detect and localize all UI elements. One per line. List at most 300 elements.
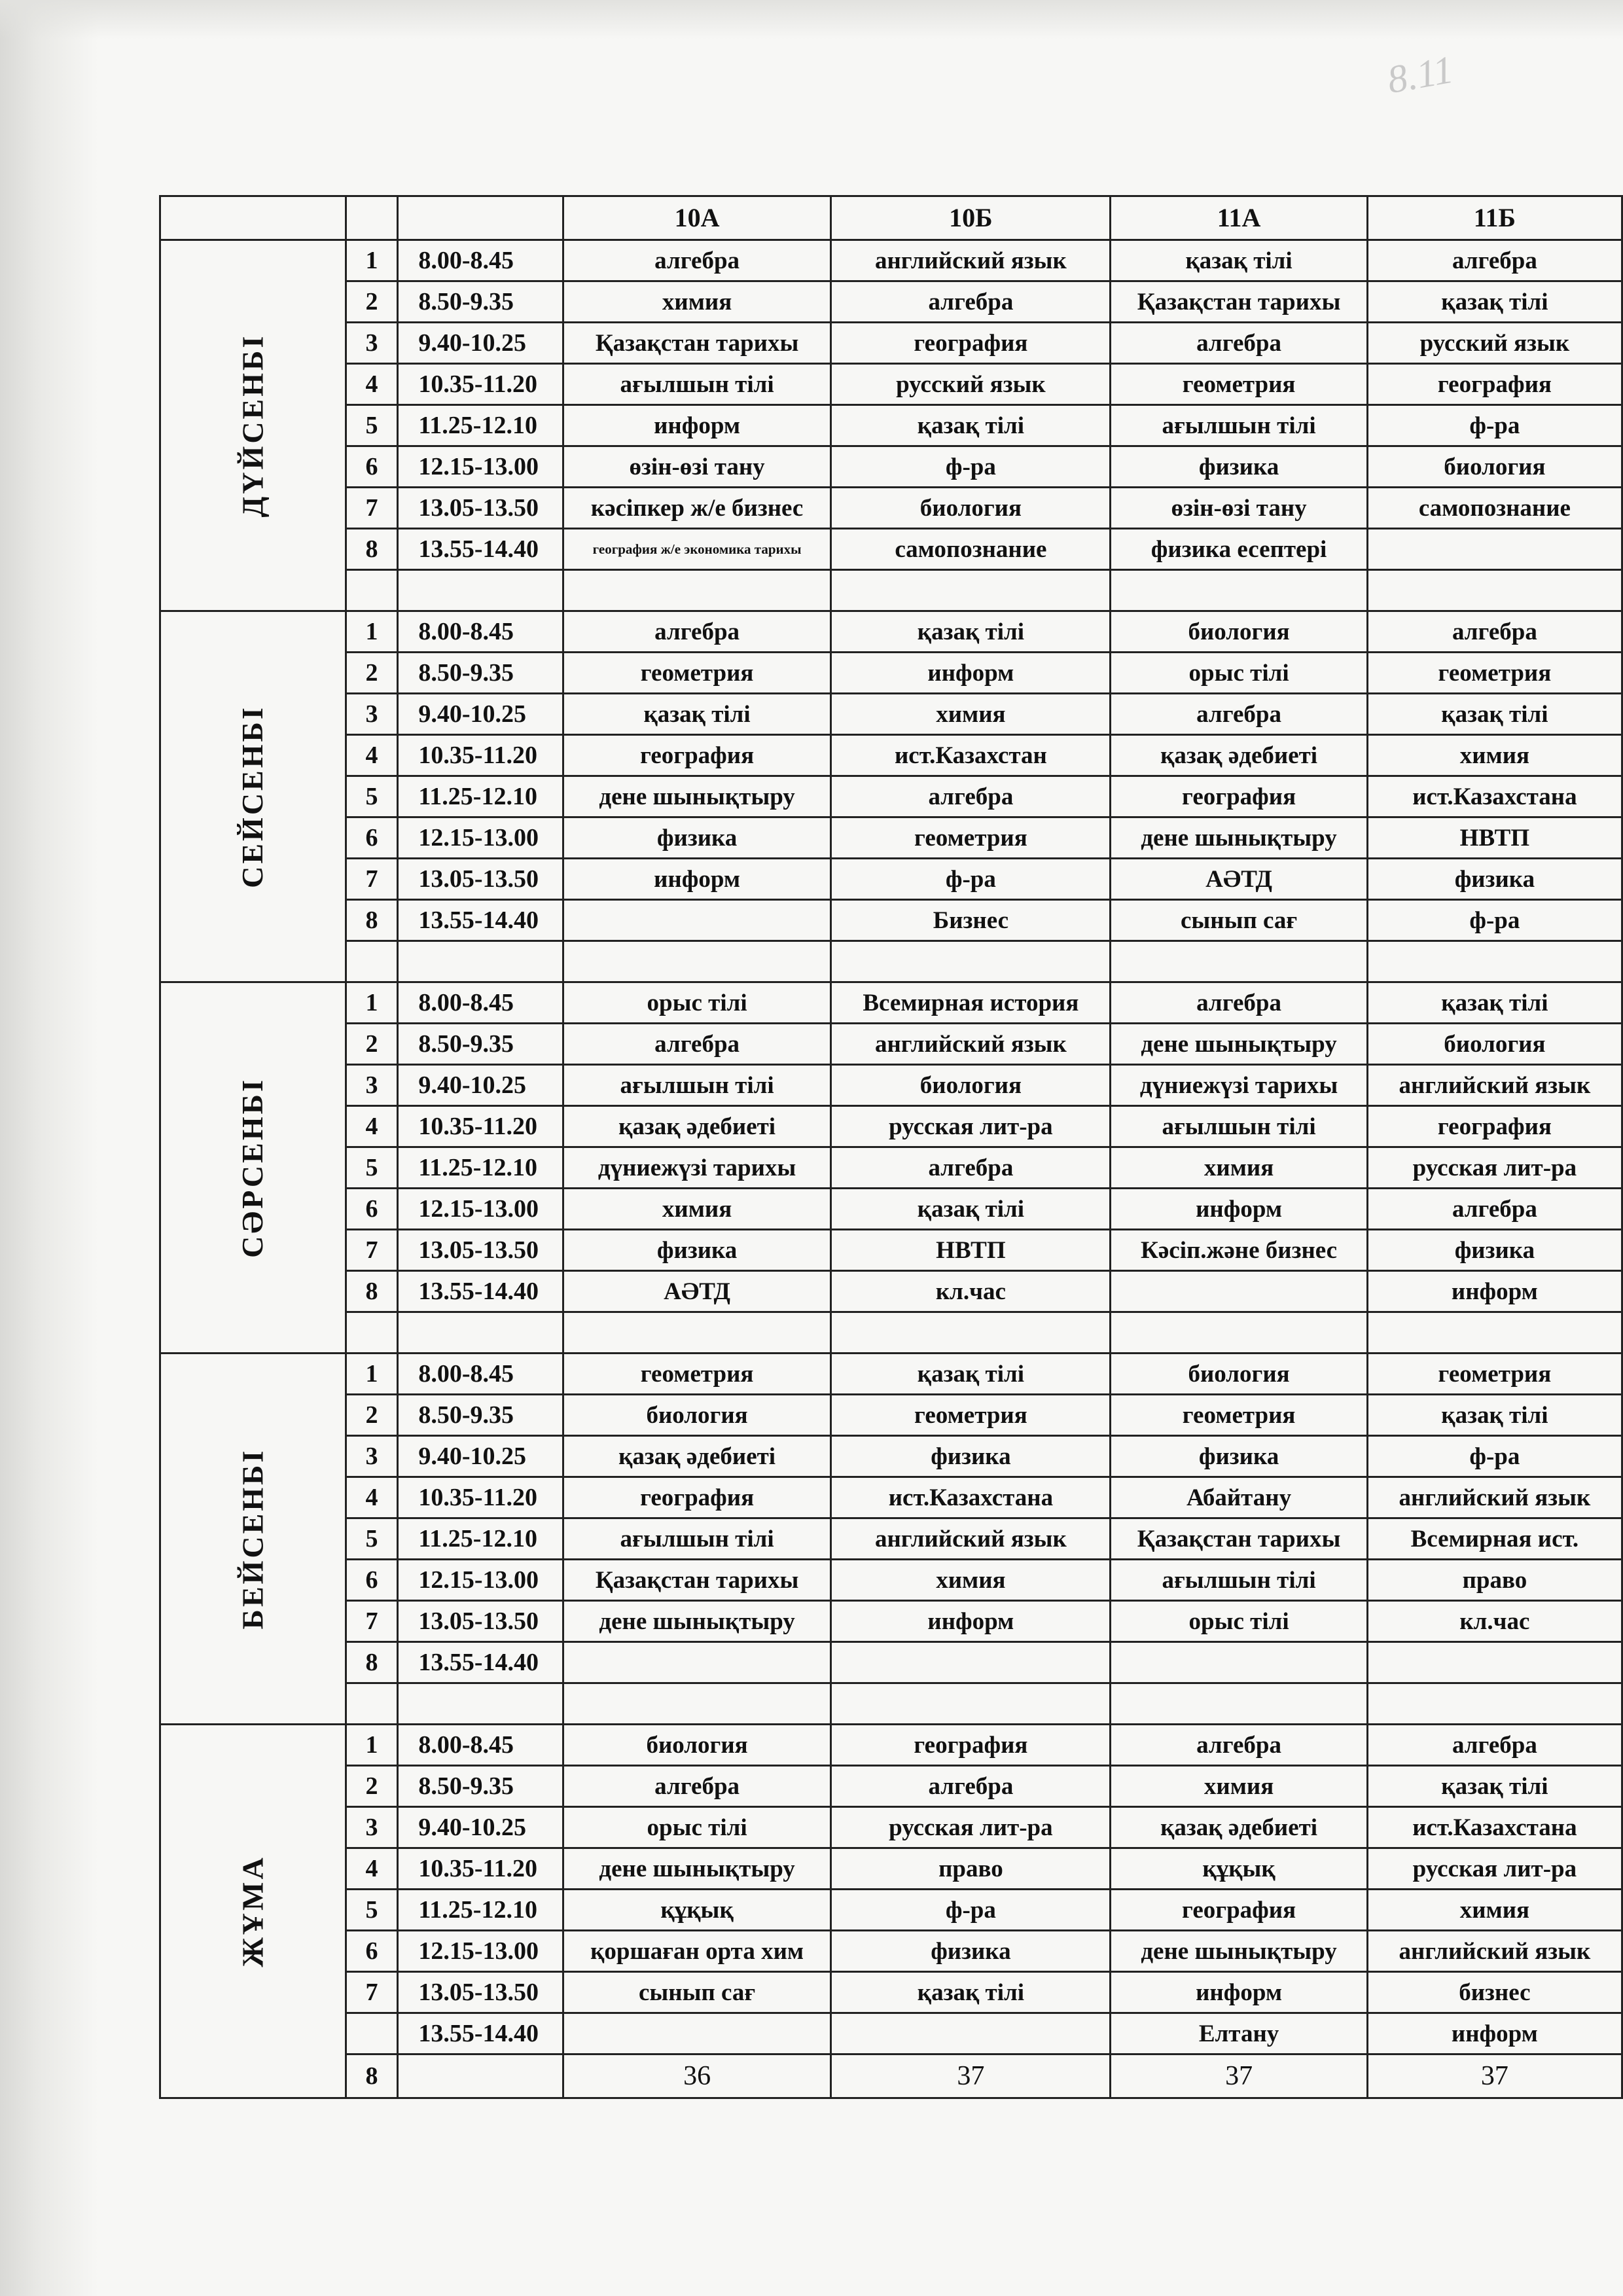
subject-cell: география: [563, 735, 831, 776]
subject-cell: русский язык: [831, 364, 1111, 405]
subject-cell: ағылшын тілі: [1111, 405, 1367, 446]
subject-cell: химия: [1367, 1890, 1622, 1931]
lesson-number: 1: [346, 240, 398, 281]
lesson-time: 13.05-13.50: [398, 1601, 563, 1642]
lesson-number: 8: [346, 1642, 398, 1683]
subject-cell: информ: [563, 405, 831, 446]
lesson-number: 7: [346, 1230, 398, 1271]
subject-cell: ағылшын тілі: [563, 1065, 831, 1106]
subject-cell: орыс тілі: [563, 1807, 831, 1848]
subject-cell: география: [831, 1725, 1111, 1766]
lesson-number: 7: [346, 1601, 398, 1642]
subject-cell: Кәсіп.және бизнес: [1111, 1230, 1367, 1271]
scan-shadow-top: [0, 0, 1623, 39]
separator-cell: [1367, 570, 1622, 611]
subject-cell: право: [831, 1848, 1111, 1890]
lesson-row: [160, 1518, 1622, 1560]
subject-cell: самопознание: [831, 529, 1111, 570]
lesson-row: [160, 1807, 1622, 1848]
lesson-time: 10.35-11.20: [398, 364, 563, 405]
lesson-time: 9.40-10.25: [398, 1065, 563, 1106]
lesson-row: [160, 982, 1622, 1024]
subject-cell: ист.Казахстан: [831, 735, 1111, 776]
subject-cell: ф-ра: [831, 1890, 1111, 1931]
subject-cell: русская лит-ра: [831, 1106, 1111, 1147]
subject-cell: английский язык: [831, 1518, 1111, 1560]
lesson-time: 13.55-14.40: [398, 1271, 563, 1312]
subject-cell: география: [563, 1477, 831, 1518]
lesson-row: [160, 488, 1622, 529]
subject-cell: геометрия: [1111, 364, 1367, 405]
subject-cell: [831, 1642, 1111, 1683]
lesson-row: [160, 1642, 1622, 1683]
lesson-number: [346, 2013, 398, 2054]
subject-cell: қазақ әдебиеті: [563, 1436, 831, 1477]
lesson-number: 6: [346, 446, 398, 488]
subject-cell: физика: [563, 1230, 831, 1271]
class-header: 11А: [1111, 196, 1367, 240]
lesson-number: 4: [346, 1848, 398, 1890]
subject-cell: кәсіпкер ж/е бизнес: [563, 488, 831, 529]
lesson-number: 1: [346, 611, 398, 653]
lesson-time: 8.00-8.45: [398, 982, 563, 1024]
separator-cell: [346, 1683, 398, 1725]
day-name-cell: [160, 240, 346, 611]
weekly-total: 36: [563, 2054, 831, 2098]
subject-cell: Всемирная ист.: [1367, 1518, 1622, 1560]
subject-cell: Бизнес: [831, 900, 1111, 941]
day-separator-row: [160, 1683, 1622, 1725]
lesson-row: [160, 611, 1622, 653]
subject-cell: биология: [1111, 1354, 1367, 1395]
lesson-number: 4: [346, 1477, 398, 1518]
subject-cell: қазақ тілі: [1367, 1766, 1622, 1807]
subject-cell: ист.Казахстана: [1367, 1807, 1622, 1848]
lesson-time: 8.50-9.35: [398, 653, 563, 694]
lesson-row: [160, 817, 1622, 859]
header-row: [160, 196, 1622, 240]
subject-cell: орыс тілі: [563, 982, 831, 1024]
subject-cell: информ: [831, 1601, 1111, 1642]
lesson-row: [160, 1601, 1622, 1642]
lesson-row: [160, 1354, 1622, 1395]
subject-cell: қазақ тілі: [1367, 694, 1622, 735]
lesson-number: 6: [346, 817, 398, 859]
subject-cell: информ: [1111, 1189, 1367, 1230]
subject-cell: Всемирная история: [831, 982, 1111, 1024]
lesson-number: 3: [346, 1807, 398, 1848]
subject-cell: [1111, 1271, 1367, 1312]
lesson-row: [160, 1436, 1622, 1477]
lesson-number: 6: [346, 1560, 398, 1601]
subject-cell: НВТП: [831, 1230, 1111, 1271]
subject-cell: английский язык: [831, 240, 1111, 281]
subject-cell: қазақ тілі: [831, 1354, 1111, 1395]
lesson-time: 12.15-13.00: [398, 1189, 563, 1230]
separator-cell: [346, 941, 398, 982]
lesson-row: [160, 1848, 1622, 1890]
lesson-row: [160, 2013, 1622, 2054]
subject-cell: алгебра: [563, 611, 831, 653]
subject-cell: русский язык: [1367, 323, 1622, 364]
subject-cell: химия: [831, 694, 1111, 735]
subject-cell: геометрия: [1367, 1354, 1622, 1395]
subject-cell: қазақ тілі: [1367, 281, 1622, 323]
subject-cell: химия: [1111, 1147, 1367, 1189]
lesson-number: 5: [346, 1890, 398, 1931]
subject-cell: ағылшын тілі: [1111, 1560, 1367, 1601]
lesson-time: 8.50-9.35: [398, 1024, 563, 1065]
subject-cell: физика: [831, 1436, 1111, 1477]
lesson-row: [160, 1972, 1622, 2013]
lesson-time: 12.15-13.00: [398, 817, 563, 859]
subject-cell: химия: [1111, 1766, 1367, 1807]
lesson-time: 9.40-10.25: [398, 323, 563, 364]
class-header: 11Б: [1367, 196, 1622, 240]
subject-cell: геометрия: [1367, 653, 1622, 694]
subject-cell: құқық: [563, 1890, 831, 1931]
lesson-row: [160, 446, 1622, 488]
lesson-time: 10.35-11.20: [398, 1106, 563, 1147]
day-name-cell: [160, 982, 346, 1354]
scan-shadow-left: [0, 0, 98, 2296]
corner-handwritten-mark: 8.11: [1383, 47, 1457, 102]
lesson-time: 8.00-8.45: [398, 240, 563, 281]
lesson-time: 13.55-14.40: [398, 2013, 563, 2054]
subject-cell: физика: [1111, 1436, 1367, 1477]
weekly-total: 37: [1111, 2054, 1367, 2098]
lesson-row: [160, 1560, 1622, 1601]
subject-cell: ағылшын тілі: [1111, 1106, 1367, 1147]
lesson-number: 2: [346, 281, 398, 323]
subject-cell: география: [1367, 364, 1622, 405]
subject-cell: қазақ әдебиеті: [563, 1106, 831, 1147]
subject-cell: алгебра: [831, 1766, 1111, 1807]
lesson-row: [160, 240, 1622, 281]
subject-cell: английский язык: [1367, 1931, 1622, 1972]
subject-cell: география: [1367, 1106, 1622, 1147]
subject-cell: ағылшын тілі: [563, 364, 831, 405]
subject-cell: геометрия: [831, 1395, 1111, 1436]
subject-cell: английский язык: [831, 1024, 1111, 1065]
subject-cell: алгебра: [1367, 240, 1622, 281]
subject-cell: ф-ра: [1367, 1436, 1622, 1477]
subject-cell: Қазақстан тарихы: [563, 323, 831, 364]
subject-cell: информ: [1367, 1271, 1622, 1312]
subject-cell: ф-ра: [831, 859, 1111, 900]
lesson-row: [160, 529, 1622, 570]
separator-cell: [563, 570, 831, 611]
lesson-number: 6: [346, 1931, 398, 1972]
subject-cell: геометрия: [563, 1354, 831, 1395]
lesson-time: 13.55-14.40: [398, 900, 563, 941]
lesson-number: 7: [346, 859, 398, 900]
subject-cell: информ: [563, 859, 831, 900]
lesson-row: [160, 281, 1622, 323]
subject-cell: сынып сағ: [563, 1972, 831, 2013]
lesson-number: 4: [346, 1106, 398, 1147]
lesson-number: 1: [346, 1354, 398, 1395]
subject-cell: [563, 2013, 831, 2054]
subject-cell: химия: [831, 1560, 1111, 1601]
lesson-number: 3: [346, 1436, 398, 1477]
lesson-time: 13.05-13.50: [398, 1972, 563, 2013]
separator-cell: [398, 1312, 563, 1354]
subject-cell: химия: [1367, 735, 1622, 776]
separator-cell: [831, 1683, 1111, 1725]
lesson-time: 13.05-13.50: [398, 488, 563, 529]
subject-cell: АӘТД: [563, 1271, 831, 1312]
subject-cell: ф-ра: [1367, 405, 1622, 446]
lesson-time: 11.25-12.10: [398, 1147, 563, 1189]
lesson-row: [160, 1271, 1622, 1312]
subject-cell: алгебра: [831, 281, 1111, 323]
timetable: [159, 195, 1623, 2099]
separator-cell: [1111, 1683, 1367, 1725]
lesson-time: 11.25-12.10: [398, 1518, 563, 1560]
lesson-row: [160, 1065, 1622, 1106]
lesson-number: 8: [346, 900, 398, 941]
lesson-row: [160, 653, 1622, 694]
subject-cell: алгебра: [831, 776, 1111, 817]
subject-cell: география: [831, 323, 1111, 364]
day-separator-row: [160, 941, 1622, 982]
day-name: БЕЙСЕНБІ: [236, 1448, 270, 1630]
subject-cell: өзін-өзі тану: [1111, 488, 1367, 529]
subject-cell: алгебра: [563, 1766, 831, 1807]
subject-cell: НВТП: [1367, 817, 1622, 859]
lesson-time: 8.50-9.35: [398, 281, 563, 323]
subject-cell: сынып сағ: [1111, 900, 1367, 941]
subject-cell: физика есептері: [1111, 529, 1367, 570]
subject-cell: қазақ тілі: [831, 1189, 1111, 1230]
subject-cell: геометрия: [831, 817, 1111, 859]
subject-cell: алгебра: [563, 1024, 831, 1065]
header-blank-day: [160, 196, 346, 240]
separator-cell: [563, 1683, 831, 1725]
subject-cell: геометрия: [1111, 1395, 1367, 1436]
separator-cell: [398, 1683, 563, 1725]
lesson-row: [160, 735, 1622, 776]
subject-cell: физика: [1111, 446, 1367, 488]
subject-cell: бизнес: [1367, 1972, 1622, 2013]
subject-cell: кл.час: [831, 1271, 1111, 1312]
lesson-time: 10.35-11.20: [398, 1477, 563, 1518]
lesson-time: 8.50-9.35: [398, 1395, 563, 1436]
subject-cell: Қазақстан тарихы: [1111, 1518, 1367, 1560]
subject-cell: география ж/е экономика тарихы: [563, 529, 831, 570]
subject-cell: физика: [1367, 1230, 1622, 1271]
subject-cell: биология: [1367, 446, 1622, 488]
lesson-number: 3: [346, 323, 398, 364]
subject-cell: орыс тілі: [1111, 653, 1367, 694]
subject-cell: алгебра: [1111, 694, 1367, 735]
separator-cell: [563, 1312, 831, 1354]
subject-cell: [1111, 1642, 1367, 1683]
subject-cell: дене шынықтыру: [1111, 1024, 1367, 1065]
subject-cell: ф-ра: [1367, 900, 1622, 941]
lesson-row: [160, 1890, 1622, 1931]
lesson-row: [160, 900, 1622, 941]
subject-cell: дене шынықтыру: [563, 1848, 831, 1890]
subject-cell: дене шынықтыру: [1111, 1931, 1367, 1972]
subject-cell: кл.час: [1367, 1601, 1622, 1642]
lesson-time: 13.05-13.50: [398, 859, 563, 900]
lesson-time: 13.55-14.40: [398, 529, 563, 570]
lesson-row: [160, 859, 1622, 900]
subject-cell: право: [1367, 1560, 1622, 1601]
lesson-row: [160, 1725, 1622, 1766]
lesson-time: 9.40-10.25: [398, 694, 563, 735]
subject-cell: өзін-өзі тану: [563, 446, 831, 488]
subject-cell: дүниежүзі тарихы: [1111, 1065, 1367, 1106]
lesson-time: 11.25-12.10: [398, 405, 563, 446]
lesson-row: [160, 776, 1622, 817]
lesson-row: [160, 1395, 1622, 1436]
subject-cell: география: [1111, 1890, 1367, 1931]
subject-cell: қазақ тілі: [1367, 982, 1622, 1024]
subject-cell: русская лит-ра: [1367, 1848, 1622, 1890]
subject-cell: ф-ра: [831, 446, 1111, 488]
day-name: СЕЙСЕНБІ: [236, 705, 270, 888]
subject-cell: дене шынықтыру: [1111, 817, 1367, 859]
lesson-row: [160, 323, 1622, 364]
day-name: ЖҰМА: [236, 1855, 270, 1967]
separator-cell: [563, 941, 831, 982]
subject-cell: самопознание: [1367, 488, 1622, 529]
separator-cell: [1111, 1312, 1367, 1354]
lesson-time: 12.15-13.00: [398, 1931, 563, 1972]
lesson-row: [160, 1189, 1622, 1230]
lesson-time: 13.55-14.40: [398, 1642, 563, 1683]
subject-cell: биология: [831, 488, 1111, 529]
subject-cell: геометрия: [563, 653, 831, 694]
lesson-number: 4: [346, 364, 398, 405]
lesson-number: 3: [346, 1065, 398, 1106]
separator-cell: [346, 1312, 398, 1354]
separator-cell: [1111, 570, 1367, 611]
subject-cell: қазақ әдебиеті: [1111, 1807, 1367, 1848]
subject-cell: Абайтану: [1111, 1477, 1367, 1518]
subject-cell: алгебра: [563, 240, 831, 281]
header-blank-time: [398, 196, 563, 240]
separator-cell: [1367, 1312, 1622, 1354]
lesson-row: [160, 1477, 1622, 1518]
lesson-row: [160, 1147, 1622, 1189]
lesson-row: [160, 405, 1622, 446]
subject-cell: Қазақстан тарихы: [563, 1560, 831, 1601]
subject-cell: Қазақстан тарихы: [1111, 281, 1367, 323]
weekly-total: 37: [1367, 2054, 1622, 2098]
subject-cell: құқық: [1111, 1848, 1367, 1890]
subject-cell: дене шынықтыру: [563, 1601, 831, 1642]
lesson-time: 11.25-12.10: [398, 1890, 563, 1931]
subject-cell: информ: [1367, 2013, 1622, 2054]
subject-cell: дене шынықтыру: [563, 776, 831, 817]
lesson-row: [160, 1766, 1622, 1807]
subject-cell: физика: [1367, 859, 1622, 900]
subject-cell: алгебра: [1367, 1725, 1622, 1766]
totals-blank: [398, 2054, 563, 2098]
day-name: СӘРСЕНБІ: [236, 1077, 270, 1258]
lesson-number: 5: [346, 405, 398, 446]
lesson-time: 8.50-9.35: [398, 1766, 563, 1807]
subject-cell: ағылшын тілі: [563, 1518, 831, 1560]
subject-cell: [1367, 1642, 1622, 1683]
lesson-time: 12.15-13.00: [398, 446, 563, 488]
lesson-number: 2: [346, 1024, 398, 1065]
lesson-time: 10.35-11.20: [398, 735, 563, 776]
subject-cell: ист.Казахстана: [1367, 776, 1622, 817]
subject-cell: қазақ тілі: [1111, 240, 1367, 281]
subject-cell: английский язык: [1367, 1065, 1622, 1106]
lesson-number: 1: [346, 982, 398, 1024]
subject-cell: қазақ тілі: [831, 405, 1111, 446]
separator-cell: [1367, 941, 1622, 982]
lesson-row: [160, 1024, 1622, 1065]
lesson-number: 8: [346, 529, 398, 570]
lesson-time: 10.35-11.20: [398, 1848, 563, 1890]
day-separator-row: [160, 1312, 1622, 1354]
lesson-number: 4: [346, 735, 398, 776]
subject-cell: Елтану: [1111, 2013, 1367, 2054]
subject-cell: қазақ тілі: [563, 694, 831, 735]
subject-cell: қазақ тілі: [831, 611, 1111, 653]
day-name-cell: [160, 1354, 346, 1725]
subject-cell: [563, 1642, 831, 1683]
weekly-total: 37: [831, 2054, 1111, 2098]
class-header: 10А: [563, 196, 831, 240]
lesson-number: 7: [346, 1972, 398, 2013]
subject-cell: алгебра: [831, 1147, 1111, 1189]
lesson-time: 11.25-12.10: [398, 776, 563, 817]
header-blank-number: [346, 196, 398, 240]
subject-cell: химия: [563, 281, 831, 323]
subject-cell: қазақ тілі: [1367, 1395, 1622, 1436]
lesson-row: [160, 1931, 1622, 1972]
subject-cell: [1367, 529, 1622, 570]
subject-cell: русская лит-ра: [1367, 1147, 1622, 1189]
subject-cell: биология: [563, 1395, 831, 1436]
lesson-time: 8.00-8.45: [398, 1725, 563, 1766]
lesson-number: 2: [346, 1766, 398, 1807]
separator-cell: [1111, 941, 1367, 982]
lesson-number: 5: [346, 1147, 398, 1189]
subject-cell: дүниежүзі тарихы: [563, 1147, 831, 1189]
lesson-time: 13.05-13.50: [398, 1230, 563, 1271]
separator-cell: [831, 570, 1111, 611]
lesson-number: 8: [346, 1271, 398, 1312]
subject-cell: орыс тілі: [1111, 1601, 1367, 1642]
subject-cell: география: [1111, 776, 1367, 817]
subject-cell: информ: [1111, 1972, 1367, 2013]
separator-cell: [831, 1312, 1111, 1354]
lesson-number: 2: [346, 1395, 398, 1436]
subject-cell: АӘТД: [1111, 859, 1367, 900]
lesson-time: 8.00-8.45: [398, 1354, 563, 1395]
subject-cell: алгебра: [1111, 1725, 1367, 1766]
lesson-number: 5: [346, 776, 398, 817]
subject-cell: [831, 2013, 1111, 2054]
subject-cell: ист.Казахстана: [831, 1477, 1111, 1518]
separator-cell: [831, 941, 1111, 982]
subject-cell: алгебра: [1111, 982, 1367, 1024]
subject-cell: қоршаған орта хим: [563, 1931, 831, 1972]
lesson-time: 12.15-13.00: [398, 1560, 563, 1601]
subject-cell: алгебра: [1111, 323, 1367, 364]
day-name-cell: [160, 611, 346, 982]
subject-cell: информ: [831, 653, 1111, 694]
